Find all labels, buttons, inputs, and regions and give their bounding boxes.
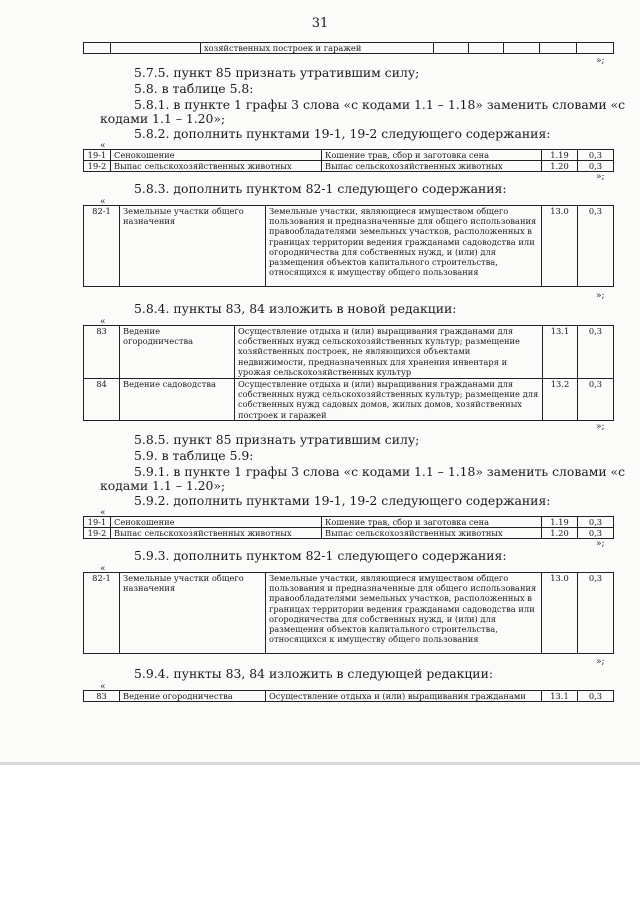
end-quote: »; xyxy=(596,657,605,667)
table-cell: 83 xyxy=(84,691,120,702)
table-cell: Осуществление отдыха и (или) выращивания гражданами для собственных нужд сельскохозяйственных культур; размещение для собственных нужд садовых домов, жилых домов, хозяйственных построек и гаражей xyxy=(235,379,543,421)
table-cell: 1.20 xyxy=(542,528,578,539)
paragraph-5-9-4: 5.9.4. пункты 83, 84 изложить в следующей редакции: xyxy=(134,666,494,681)
codes-table-5-9 xyxy=(83,516,614,539)
page-edge xyxy=(0,762,640,765)
paragraph-5-8-3: 5.8.3. дополнить пунктом 82-1 следующего содержания: xyxy=(134,181,507,196)
table-cell: 19-1 xyxy=(84,517,111,528)
table-cell: Сенокошение xyxy=(111,517,322,528)
table-cell: Осуществление отдыха и (или) выращивания гражданами для собственных нужд сельскохозяйственных культур; размещение хозяйственных построек, не являющихся объектами недвижимости, предназначенных для хранения инвентаря и урожая сельскохозяйственных культур xyxy=(235,326,543,379)
paragraph-5-8-5: 5.8.5. пункт 85 признать утратившим силу; xyxy=(134,432,420,447)
paragraph-5-9-3: 5.9.3. дополнить пунктом 82-1 следующего содержания: xyxy=(134,548,507,563)
table-cell: Выпас сельскохозяйственных животных xyxy=(322,161,542,172)
table-row xyxy=(84,326,614,379)
table-cell: 0,3 xyxy=(578,691,614,702)
end-quote: »; xyxy=(596,422,605,432)
table-82-1-5-9 xyxy=(83,572,614,654)
table-row xyxy=(84,379,614,421)
paragraph-5-9-1: 5.9.1. в пункте 1 графы 3 слова «с кодами 1.1 – 1.18» заменить словами «с xyxy=(134,464,626,479)
table-82-1-5-8 xyxy=(83,205,614,287)
paragraph-5-9-1-cont: кодами 1.1 – 1.20»; xyxy=(100,478,226,493)
table-cell: 0,3 xyxy=(578,326,614,379)
table-cell: 13.0 xyxy=(542,573,578,654)
end-quote: »; xyxy=(596,539,605,549)
table-cell: 13.2 xyxy=(543,379,578,421)
table-cell: 13.1 xyxy=(543,326,578,379)
table-cell xyxy=(84,43,111,54)
end-quote: »; xyxy=(596,172,605,182)
paragraph-5-8: 5.8. в таблице 5.8: xyxy=(134,81,254,96)
table-row xyxy=(84,161,614,172)
end-quote: »; xyxy=(596,291,605,301)
table-cell: Кошение трав, сбор и заготовка сена xyxy=(322,150,542,161)
end-quote: »; xyxy=(596,56,605,66)
table-cell: Выпас сельскохозяйственных животных xyxy=(322,528,542,539)
paragraph-5-9-2: 5.9.2. дополнить пунктами 19-1, 19-2 следующего содержания: xyxy=(134,493,551,508)
open-quote: « xyxy=(100,682,106,692)
table-cell: 0,3 xyxy=(578,206,614,287)
table-cell: хозяйственных построек и гаражей xyxy=(201,43,434,54)
table-cell: 1.20 xyxy=(542,161,578,172)
table-cell: Ведение огородничества xyxy=(120,326,235,379)
table-cell: Выпас сельскохозяйственных животных xyxy=(111,161,322,172)
table-cell: 0,3 xyxy=(578,573,614,654)
table-row xyxy=(84,206,614,287)
paragraph-5-8-2: 5.8.2. дополнить пунктами 19-1, 19-2 следующего содержания: xyxy=(134,126,551,141)
table-cell: Выпас сельскохозяйственных животных xyxy=(111,528,322,539)
table-cell: Сенокошение xyxy=(111,150,322,161)
table-row xyxy=(84,528,614,539)
table-cell: 13.1 xyxy=(542,691,578,702)
table-cell: 0,3 xyxy=(578,161,614,172)
table-cell: 0,3 xyxy=(578,528,614,539)
open-quote: « xyxy=(100,197,106,207)
paragraph-5-9: 5.9. в таблице 5.9: xyxy=(134,448,254,463)
table-cell: 1.19 xyxy=(542,517,578,528)
codes-table-5-8 xyxy=(83,149,614,172)
table-cell xyxy=(540,43,577,54)
paragraph-5-7-5: 5.7.5. пункт 85 признать утратившим силу; xyxy=(134,65,420,80)
table-cell: 1.19 xyxy=(542,150,578,161)
table-83-84-5-8 xyxy=(83,325,614,421)
table-row xyxy=(84,691,614,702)
table-cell: Земельные участки общего назначения xyxy=(120,573,266,654)
open-quote: « xyxy=(100,317,106,327)
table-83-5-9 xyxy=(83,690,614,702)
table-cell: Земельные участки общего назначения xyxy=(120,206,266,287)
open-quote: « xyxy=(100,564,106,574)
table-row xyxy=(84,150,614,161)
table-cell: 83 xyxy=(84,326,120,379)
table-cell: 82-1 xyxy=(84,573,120,654)
paragraph-5-8-1: 5.8.1. в пункте 1 графы 3 слова «с кодами 1.1 – 1.18» заменить словами «с xyxy=(134,97,626,112)
open-quote: « xyxy=(100,141,106,151)
table-row xyxy=(84,517,614,528)
top-table xyxy=(83,42,614,54)
table-cell: Осуществление отдыха и (или) выращивания гражданами xyxy=(266,691,542,702)
table-cell xyxy=(504,43,540,54)
table-cell xyxy=(111,43,201,54)
table-cell: Земельные участки, являющиеся имуществом общего пользования и предназначенные для общего использования правообладателями земельных участков, расположенных в границах территории ведения гражданами садоводства или огородничества для собственных нужд, и (или) для размещения объектов капитального строительства, относящихся к имуществу общего пользования xyxy=(266,573,542,654)
table-cell: 0,3 xyxy=(578,379,614,421)
table-cell: Земельные участки, являющиеся имуществом общего пользования и предназначенные для общего использования правообладателями земельных участков, расположенных в границах территории ведения гражданами садоводства или огородничества для собственных нужд, и (или) для размещения объектов капитального строительства, относящихся к имуществу общего пользования xyxy=(266,206,542,287)
table-cell: 19-2 xyxy=(84,161,111,172)
table-cell: 0,3 xyxy=(578,517,614,528)
table-cell xyxy=(434,43,469,54)
table-row xyxy=(84,43,614,54)
table-cell: Ведение садоводства xyxy=(120,379,235,421)
table-row xyxy=(84,573,614,654)
table-cell: 19-2 xyxy=(84,528,111,539)
page-number: 31 xyxy=(311,16,329,31)
table-cell: 82-1 xyxy=(84,206,120,287)
table-cell: 0,3 xyxy=(578,150,614,161)
table-cell xyxy=(469,43,504,54)
table-cell: 84 xyxy=(84,379,120,421)
table-cell: 13.0 xyxy=(542,206,578,287)
open-quote: « xyxy=(100,508,106,518)
table-cell xyxy=(577,43,614,54)
table-cell: Ведение огородничества xyxy=(120,691,266,702)
paragraph-5-8-1-cont: кодами 1.1 – 1.20»; xyxy=(100,111,226,126)
table-cell: Кошение трав, сбор и заготовка сена xyxy=(322,517,542,528)
table-cell: 19-1 xyxy=(84,150,111,161)
paragraph-5-8-4: 5.8.4. пункты 83, 84 изложить в новой редакции: xyxy=(134,301,457,316)
